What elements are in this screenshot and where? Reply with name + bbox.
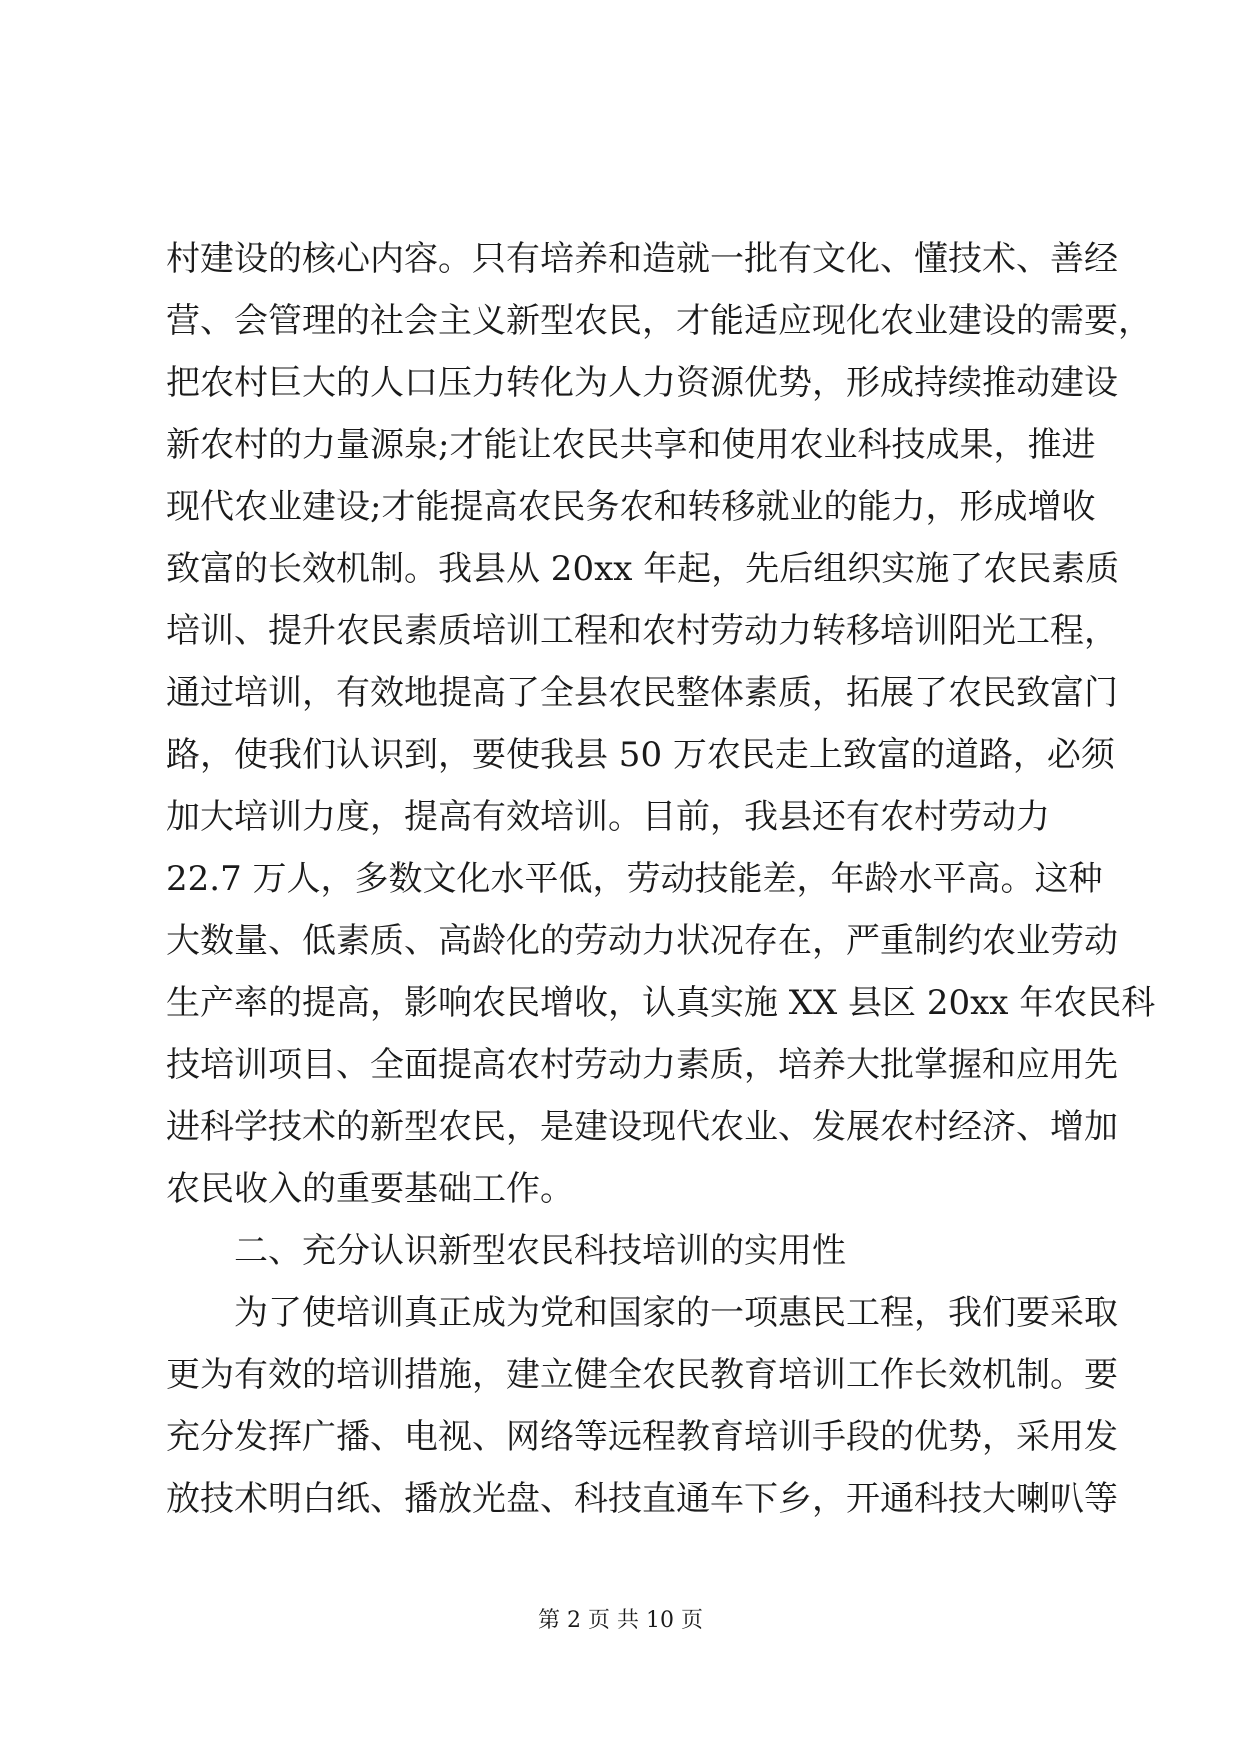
document-body xyxy=(166,228,1156,1530)
page-number-footer: 第 2 页 共 10 页 xyxy=(538,1608,703,1633)
body-line: 充分发挥广播、电视、网络等远程教育培训手段的优势，采用发 xyxy=(166,1417,1118,1457)
body-line: 22.7 万人，多数文化水平低，劳动技能差，年龄水平高。这种 xyxy=(166,859,1103,899)
body-line: 进科学技术的新型农民，是建设现代农业、发展农村经济、增加 xyxy=(166,1107,1118,1147)
body-line: 大数量、低素质、高龄化的劳动力状况存在，严重制约农业劳动 xyxy=(166,921,1118,961)
body-line: 培训、提升农民素质培训工程和农村劳动力转移培训阳光工程， xyxy=(166,611,1118,651)
body-line: 农民收入的重要基础工作。 xyxy=(166,1169,574,1209)
body-line: 放技术明白纸、播放光盘、科技直通车下乡，开通科技大喇叭等 xyxy=(166,1479,1118,1519)
body-line: 更为有效的培训措施，建立健全农民教育培训工作长效机制。要 xyxy=(166,1355,1118,1395)
body-line: 新农村的力量源泉;才能让农民共享和使用农业科技成果，推进 xyxy=(166,425,1096,465)
body-line: 现代农业建设;才能提高农民务农和转移就业的能力，形成增收 xyxy=(166,487,1096,527)
body-line: 致富的长效机制。我县从 20xx 年起，先后组织实施了农民素质 xyxy=(166,549,1120,589)
body-line: 生产率的提高，影响农民增收，认真实施 XX 县区 20xx 年农民科 xyxy=(166,983,1156,1023)
body-line: 把农村巨大的人口压力转化为人力资源优势，形成持续推动建设 xyxy=(166,363,1118,403)
body-line: 加大培训力度，提高有效培训。目前，我县还有农村劳动力 xyxy=(166,797,1050,837)
body-line: 路，使我们认识到，要使我县 50 万农民走上致富的道路，必须 xyxy=(166,735,1115,775)
body-line: 村建设的核心内容。只有培养和造就一批有文化、懂技术、善经 xyxy=(166,239,1118,279)
body-line: 技培训项目、全面提高农村劳动力素质，培养大批掌握和应用先 xyxy=(166,1045,1118,1085)
body-line: 营、会管理的社会主义新型农民，才能适应现化农业建设的需要， xyxy=(166,301,1152,341)
section-heading: 二、充分认识新型农民科技培训的实用性 xyxy=(234,1231,846,1271)
paragraph-first-line: 为了使培训真正成为党和国家的一项惠民工程，我们要采取 xyxy=(234,1293,1118,1333)
body-line: 通过培训，有效地提高了全县农民整体素质，拓展了农民致富门 xyxy=(166,673,1118,713)
